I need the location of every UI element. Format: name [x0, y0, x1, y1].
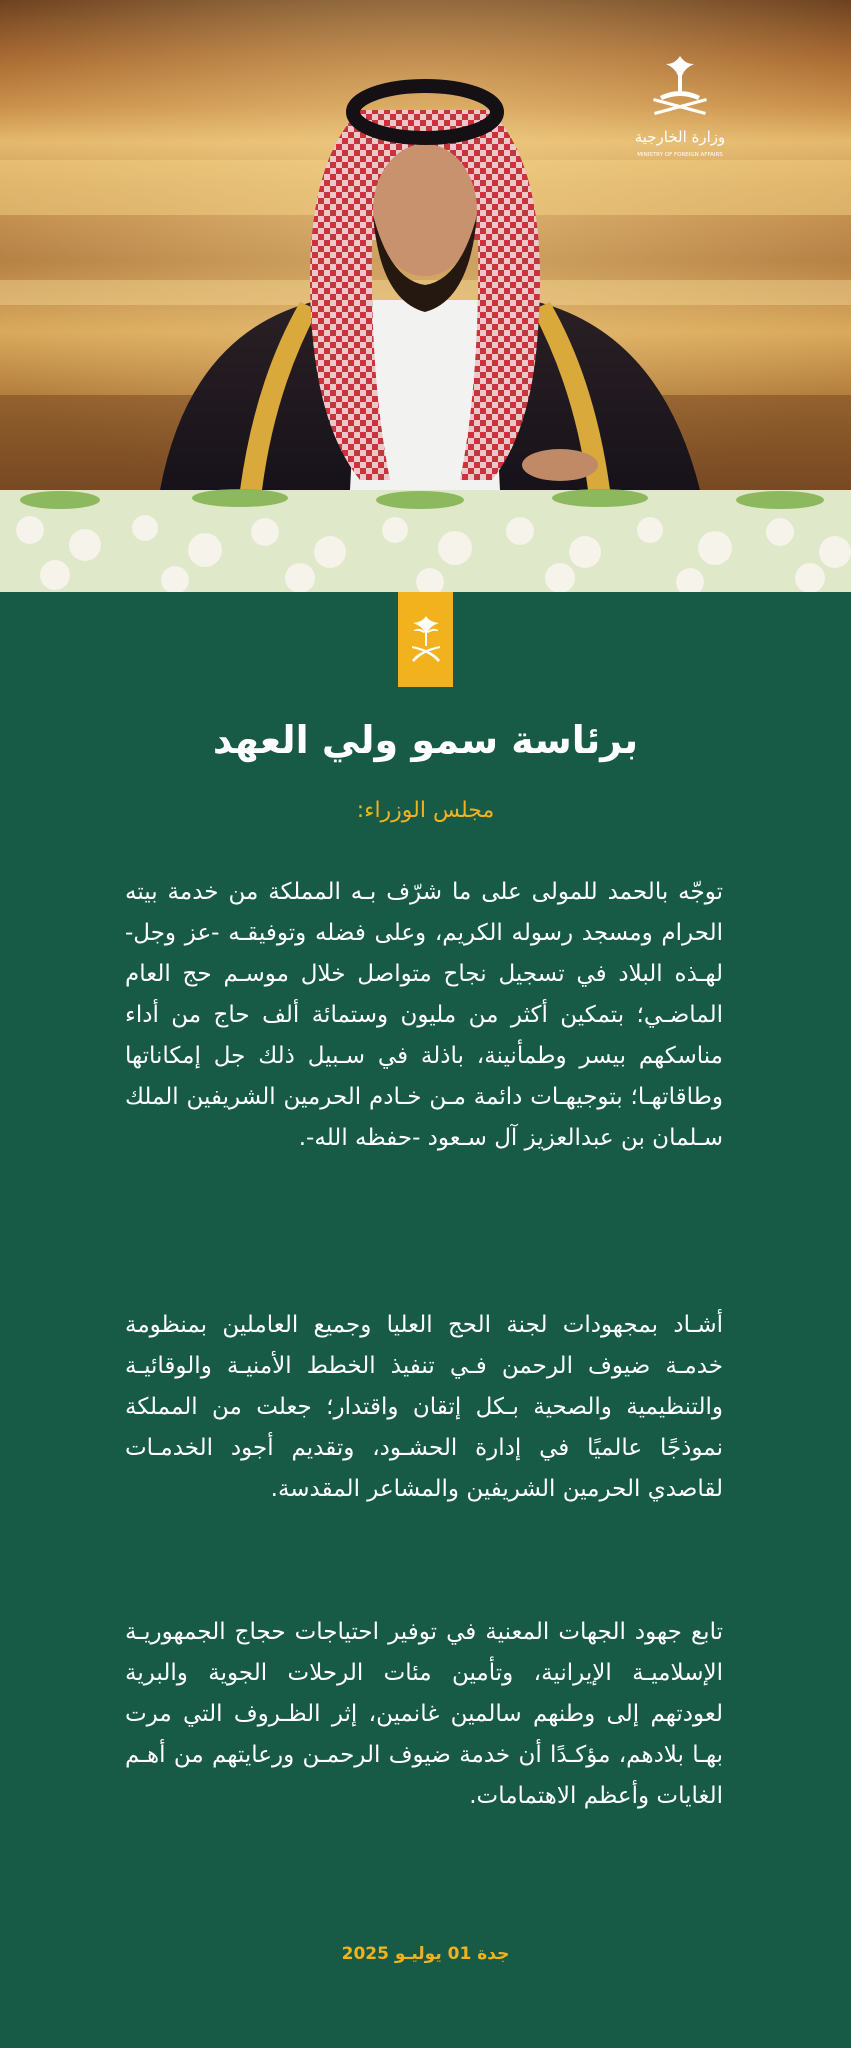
- emblem-badge: [398, 592, 453, 687]
- page-subtitle: مجلس الوزراء:: [356, 798, 495, 823]
- statement-paragraph-3: تابع جهود الجهات المعنية في توفير احتياجات حجاج الجمهوريـة الإسلاميـة الإيرانية، وتأمين مئات الرحلات الجوية والبرية لعودتهم إلى وطنهم سالمين غانمين، إثر الظـروف التي مرت بهـا بلادهم، مؤكـدًا أن خدمة ضيوف الرحمـن ورعايتهم من أهـم الغايات وأعظم الاهتمامات.: [125, 1619, 723, 1809]
- ministry-logo: [632, 52, 728, 162]
- dateline: جدة 01 يوليـو 2025: [341, 1944, 510, 1964]
- page-title: برئاسة سمو ولي العهد: [212, 718, 639, 762]
- logo-text: وزارة الخارجية: [634, 128, 726, 146]
- statement-paragraph-2: أشـاد بمجهودات لجنة الحج العليا وجميع العاملين بمنظومة خدمـة ضيوف الرحمن فـي تنفيذ الخطط الأمنيـة والوقائيـة والتنظيمية والصحية بـكل إتقان واقتدار؛ جعلت من المملكة نموذجًا عالميًا في إدارة الحشـود، وتقديم أجود الخدمـات لقاصدي الحرمين الشريفين والمشاعر المقدسة.: [125, 1312, 723, 1502]
- statement-paragraph-1: توجّه بالحمد للمولى على ما شرّف بـه المملكة من خدمة بيته الحرام ومسجد رسوله الكريم، وعلى فضله وتوفيقـه -عز وجل- لهـذه البلاد في تسجيل نجاح متواصل خلال موسـم حج العام الماضـي؛ بتمكين أكثر من مليون وستمائة ألف حاج من أداء مناسكهم بيسر وطمأنينة، باذلة في سـبيل ذلك جل إمكاناتها وطاقاتهـا؛ بتوجيهـات دائمة مـن خـادم الحرمين الشريفين الملك سـلمان بن عبدالعزيز آل سـعود -حفظه الله-.: [125, 879, 723, 1151]
- hero-photo: [0, 0, 851, 592]
- logo-subtext: MINISTRY OF FOREIGN AFFAIRS: [637, 152, 723, 158]
- palm-and-swords-emblem-icon: [408, 612, 444, 668]
- ministry-of-foreign-affairs-emblem-icon: [632, 52, 728, 162]
